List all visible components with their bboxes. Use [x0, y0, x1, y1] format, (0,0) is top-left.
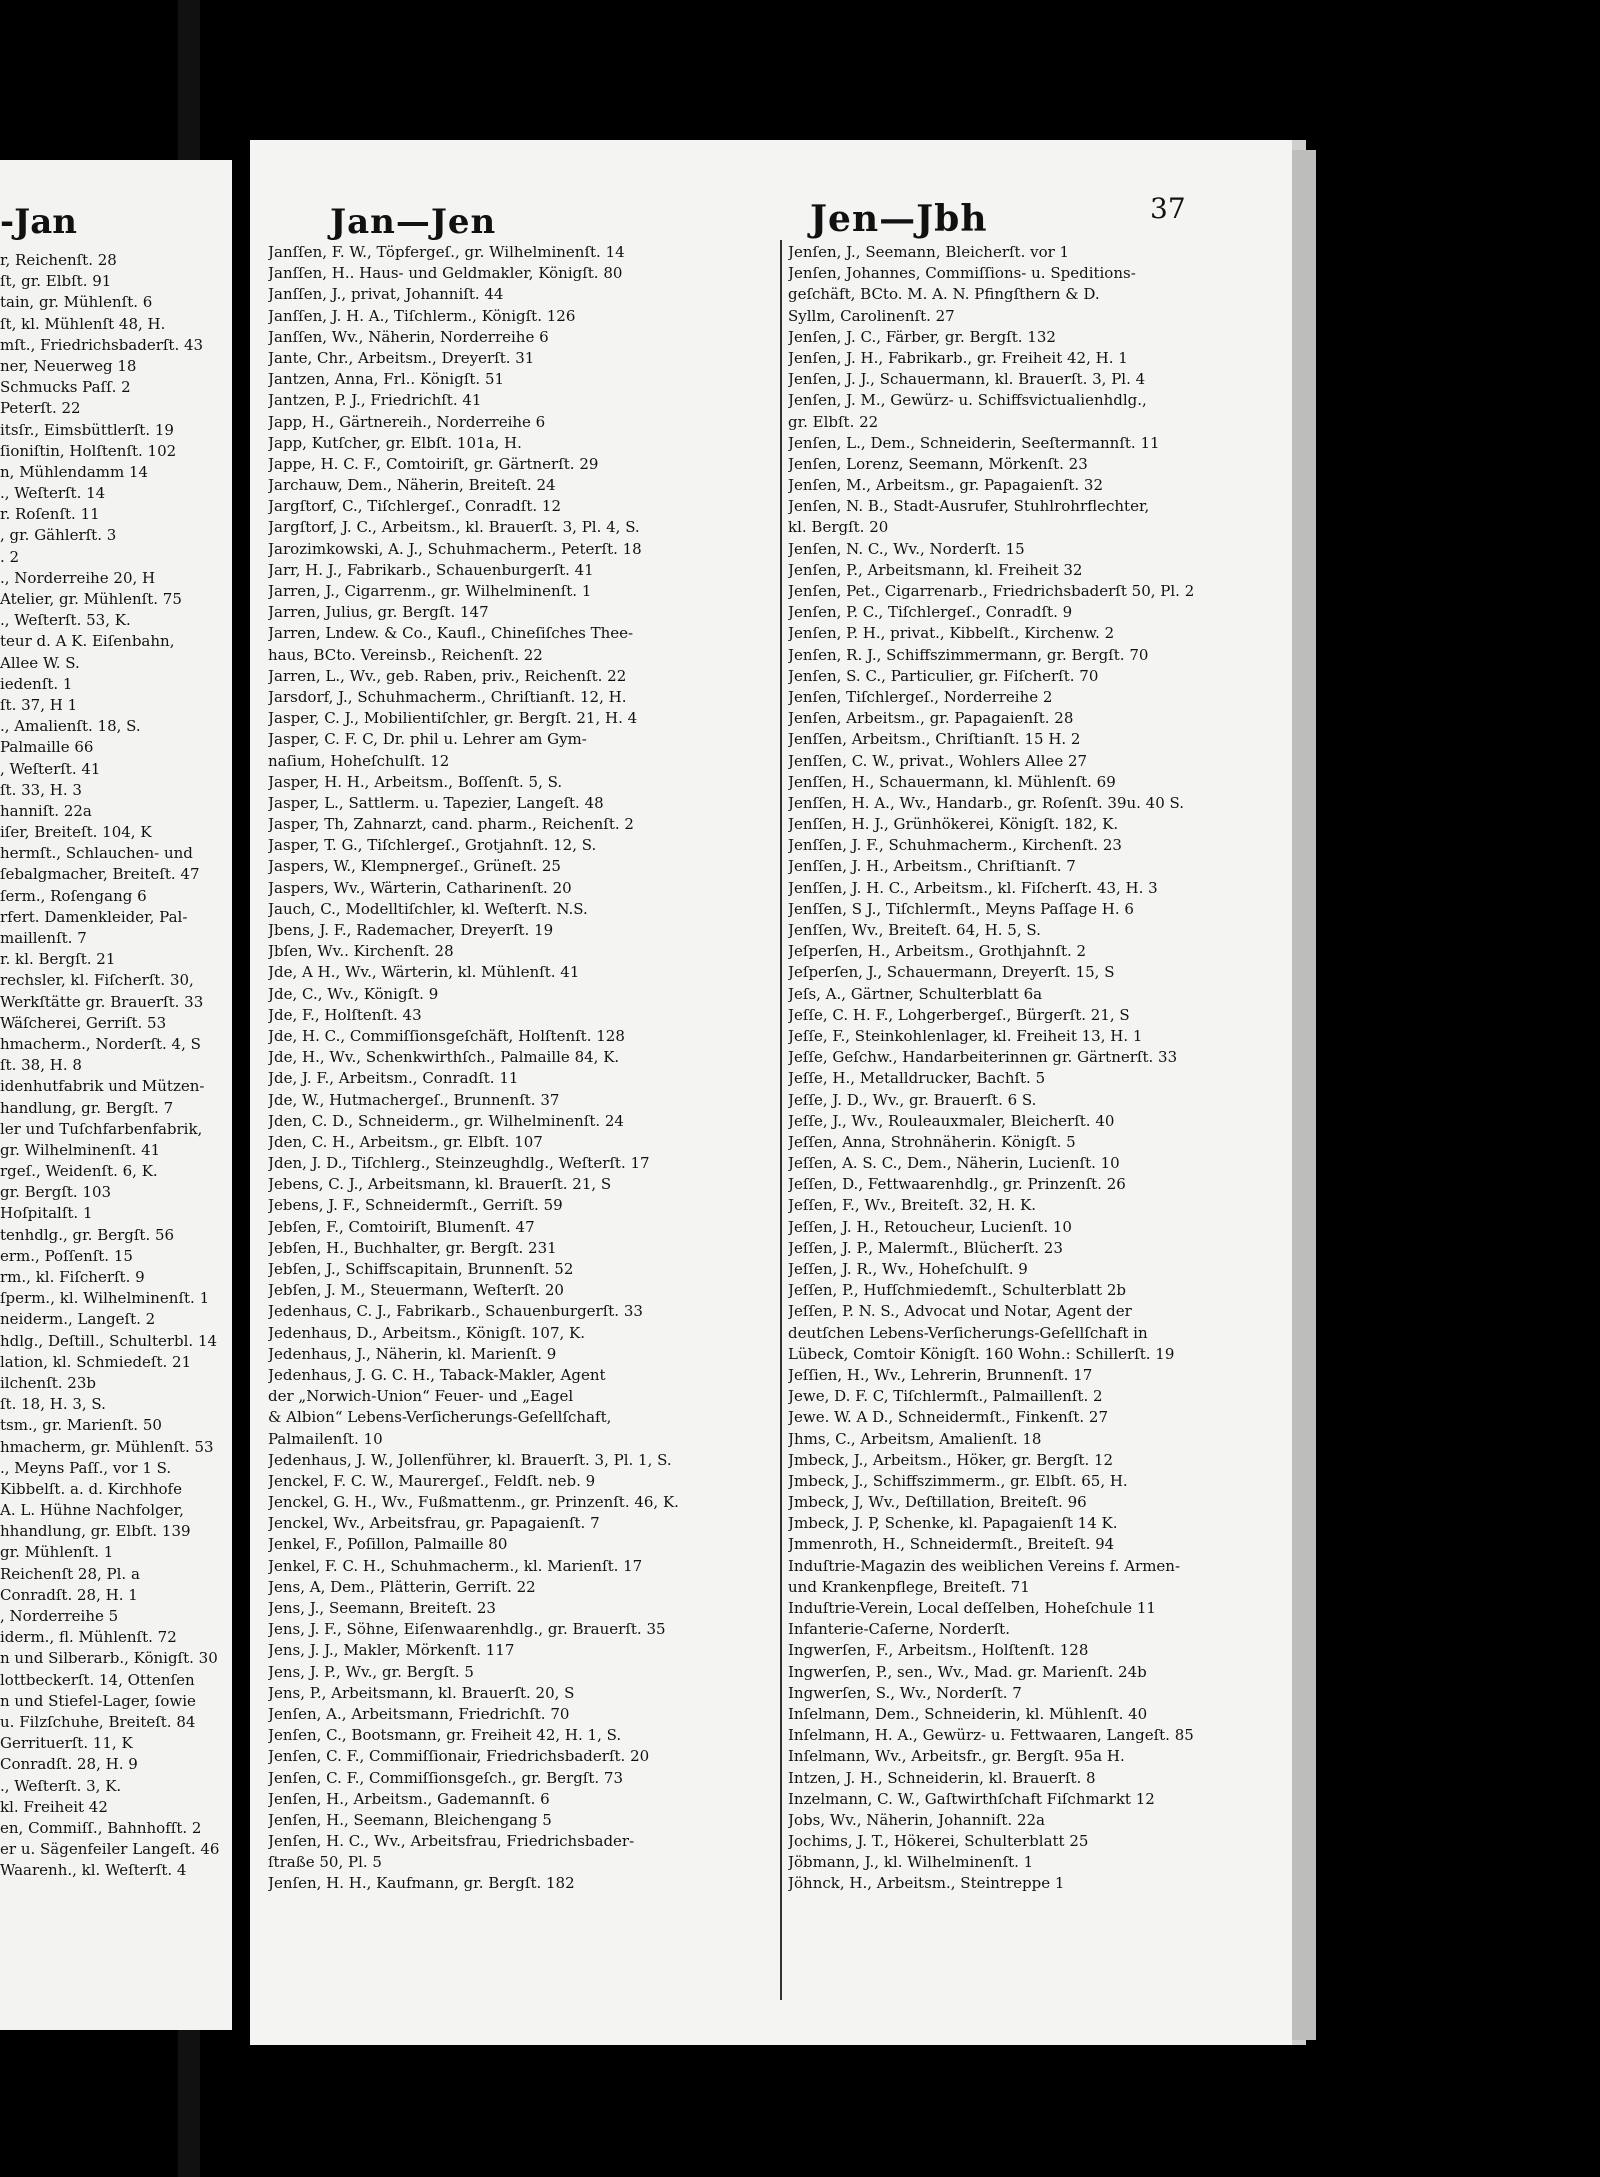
- directory-entry: haus, BCto. Vereinsb., Reichenſt. 22: [268, 645, 543, 664]
- directory-page: [250, 140, 1306, 2045]
- directory-entry: n, Mühlendamm 14: [0, 462, 149, 481]
- directory-entry: u. Filzſchuhe, Breiteſt. 84: [0, 1712, 196, 1731]
- directory-entry: Janſſen, Wv., Näherin, Norderreihe 6: [268, 327, 549, 346]
- directory-entry: handlung, gr. Bergſt. 7: [0, 1098, 174, 1117]
- directory-entry: Jasper, Th, Zahnarzt, cand. pharm., Reichenſt. 2: [268, 815, 634, 834]
- directory-entry: Jenſen, N. B., Stadt-Ausrufer, Stuhlrohrflechter,: [788, 497, 1150, 516]
- directory-entry: Jenckel, G. H., Wv., Fußmattenm., gr. Prinzenſt. 46, K.: [268, 1493, 679, 1512]
- directory-entry: Jde, C., Wv., Königſt. 9: [268, 984, 439, 1003]
- directory-entry: ſperm., kl. Wilhelminenſt. 1: [0, 1289, 210, 1308]
- directory-entry: Jeſs, A., Gärtner, Schulterblatt 6a: [788, 984, 1043, 1003]
- directory-entry: Jenſen, J. C., Färber, gr. Bergſt. 132: [788, 327, 1056, 346]
- directory-entry: Jmbeck, J., Schiffszimmerm., gr. Elbſt. 65, H.: [788, 1471, 1128, 1490]
- page-number: 37: [1150, 192, 1186, 225]
- directory-entry: deutſchen Lebens-Verſicherungs-Geſellſchaft in: [788, 1323, 1148, 1342]
- directory-entry: rm., kl. Fiſcherſt. 9: [0, 1268, 145, 1286]
- directory-entry: hmacherm, gr. Mühlenſt. 53: [0, 1437, 214, 1456]
- directory-entry: Palmaille 66: [0, 738, 94, 757]
- left-page-fragment: [0, 160, 232, 2030]
- directory-entry: Jargſtorf, C., Tiſchlergeſ., Conradſt. 12: [268, 497, 561, 516]
- directory-entry: Jarren, Lndew. & Co., Kaufl., Chineſiſches Thee-: [268, 624, 634, 643]
- directory-entry: Jebſen, F., Comtoiriſt, Blumenſt. 47: [268, 1217, 535, 1236]
- directory-entry: Jenſſen, Arbeitsm., Chriſtianſt. 15 H. 2: [788, 730, 1081, 749]
- directory-entry: gr. Elbſt. 22: [788, 412, 879, 431]
- directory-entry: Jenckel, F. C. W., Maurergeſ., Feldſt. neb. 9: [268, 1471, 596, 1490]
- directory-entry: Jenſen, R. J., Schiffszimmermann, gr. Bergſt. 70: [788, 645, 1149, 664]
- directory-entry: Jenſſen, H., Schauermann, kl. Mühlenſt. 69: [788, 772, 1116, 791]
- directory-entry: Jmbeck, J, Wv., Deſtillation, Breiteſt. 96: [788, 1493, 1087, 1512]
- directory-entry: hdlg., Deſtill., Schulterbl. 14: [0, 1331, 218, 1350]
- directory-entry: n und Stiefel-Lager, ſowie: [0, 1691, 196, 1710]
- directory-entry: Jde, A H., Wv., Wärterin, kl. Mühlenſt. 41: [268, 963, 580, 982]
- directory-entry: Jeſſe, J. D., Wv., gr. Brauerſt. 6 S.: [788, 1090, 1037, 1109]
- directory-entry: tain, gr. Mühlenſt. 6: [0, 293, 153, 312]
- directory-entry: gr. Mühlenſt. 1: [0, 1543, 114, 1562]
- directory-entry: Jedenhaus, J. W., Jollenführer, kl. Brauerſt. 3, Pl. 1, S.: [268, 1450, 672, 1469]
- directory-entry: Jenſen, Lorenz, Seemann, Mörkenſt. 23: [788, 454, 1088, 473]
- directory-entry: iedenſt. 1: [0, 674, 73, 693]
- directory-entry: ., Meyns Paſſ., vor 1 S.: [0, 1458, 172, 1477]
- directory-entry: lation, kl. Schmiedeſt. 21: [0, 1352, 192, 1371]
- directory-entry: Jden, C. H., Arbeitsm., gr. Elbſt. 107: [268, 1132, 543, 1151]
- directory-entry: Intzen, J. H., Schneiderin, kl. Brauerſt. 8: [788, 1768, 1096, 1787]
- directory-entry: Jedenhaus, D., Arbeitsm., Königſt. 107, K.: [268, 1323, 586, 1342]
- directory-entry: hhandlung, gr. Elbſt. 139: [0, 1522, 191, 1541]
- directory-entry: Jedenhaus, J., Näherin, kl. Marienſt. 9: [268, 1344, 557, 1363]
- directory-entry: geſchäft, BCto. M. A. N. Pfingſthern & D.: [788, 285, 1100, 304]
- directory-entry: Janſſen, F. W., Töpfergeſ., gr. Wilhelminenſt. 14: [268, 243, 625, 261]
- directory-entry: Jenſen, C., Bootsmann, gr. Freiheit 42, H. 1, S.: [268, 1726, 622, 1745]
- directory-entry: Induſtrie-Magazin des weiblichen Vereins f. Armen-: [788, 1556, 1181, 1575]
- directory-entry: Jenſen, H. H., Kaufmann, gr. Bergſt. 182: [268, 1874, 575, 1893]
- directory-entry: Jantzen, Anna, Frl.. Königſt. 51: [268, 370, 505, 389]
- directory-entry: Jeſſien, H., Wv., Lehrerin, Brunnenſt. 17: [788, 1365, 1093, 1384]
- page-header-right: Jen—Jbh: [810, 198, 988, 240]
- directory-entry: ner, Neuerweg 18: [0, 356, 137, 375]
- directory-entry: Jeſſe, H., Metalldrucker, Bachſt. 5: [788, 1069, 1046, 1088]
- directory-entry: gr. Bergſt. 103: [0, 1183, 112, 1202]
- directory-entry: Jenſſen, J. F., Schuhmacherm., Kirchenſt. 23: [788, 836, 1122, 855]
- directory-entry: Jenkel, F. C. H., Schuhmacherm., kl. Marienſt. 17: [268, 1556, 643, 1575]
- column-divider: [780, 240, 782, 2000]
- directory-entry: gr. Wilhelminenſt. 41: [0, 1140, 161, 1159]
- directory-entry: iderm., fl. Mühlenſt. 72: [0, 1628, 177, 1647]
- directory-entry: maillenſt. 7: [0, 929, 87, 947]
- directory-entry: Jenſen, J. J., Schauermann, kl. Brauerſt. 3, Pl. 4: [788, 370, 1146, 389]
- directory-entry: Jde, H., Wv., Schenkwirthſch., Palmaille 84, K.: [268, 1048, 620, 1067]
- directory-entry: Jbens, J. F., Rademacher, Dreyerſt. 19: [268, 921, 554, 939]
- directory-entry: Ingwerſen, F., Arbeitsm., Holſtenſt. 128: [788, 1641, 1089, 1660]
- left-page-header: -Jan: [0, 202, 77, 242]
- directory-entry: Conradſt. 28, H. 9: [0, 1755, 138, 1774]
- directory-entry: Inſelmann, H. A., Gewürz- u. Fettwaaren, Langeſt. 85: [788, 1726, 1194, 1745]
- directory-entry: ſt. 18, H. 3, S.: [0, 1395, 106, 1414]
- directory-entry: Conradſt. 28, H. 1: [0, 1585, 138, 1604]
- directory-entry: Jargſtorf, J. C., Arbeitsm., kl. Brauerſt. 3, Pl. 4, S.: [268, 518, 640, 537]
- directory-entry: Jasper, T. G., Tiſchlergeſ., Grotjahnſt. 12, S.: [268, 836, 597, 855]
- directory-entry: Japp, H., Gärtnereih., Norderreihe 6: [268, 412, 546, 431]
- directory-entry: kl. Bergſt. 20: [788, 518, 889, 537]
- directory-entry: und Krankenpflege, Breiteſt. 71: [788, 1577, 1030, 1596]
- directory-entry: Jenſen, H., Arbeitsm., Gademannſt. 6: [268, 1789, 550, 1808]
- directory-entry: Inſelmann, Wv., Arbeitsfr., gr. Bergſt. 95a H.: [788, 1747, 1125, 1766]
- page-header-center: Jan—Jen: [330, 202, 497, 242]
- directory-entry: Jden, C. D., Schneiderm., gr. Wilhelminenſt. 24: [268, 1111, 624, 1130]
- directory-entry: der „Norwich-Union“ Feuer- und „Eagel: [268, 1387, 574, 1406]
- directory-entry: Jasper, C. F. C, Dr. phil u. Lehrer am Gym-: [268, 730, 587, 749]
- directory-entry: Jasper, H. H., Arbeitsm., Boſſenſt. 5, S.: [268, 772, 563, 791]
- directory-entry: rechsler, kl. Fiſcherſt. 30,: [0, 971, 194, 990]
- directory-entry: lottbeckerſt. 14, Ottenſen: [0, 1670, 195, 1689]
- directory-entry: Jarozimkowski, A. J., Schuhmacherm., Peterſt. 18: [268, 539, 642, 558]
- directory-entry: Jenſen, C. F., Commiſſionair, Friedrichsbaderſt. 20: [268, 1747, 650, 1766]
- directory-entry: Jöhnck, H., Arbeitsm., Steintreppe 1: [788, 1874, 1065, 1893]
- directory-entry: Jeſſe, F., Steinkohlenlager, kl. Freiheit 13, H. 1: [788, 1026, 1143, 1045]
- directory-entry: Jenſen, A., Arbeitsmann, Friedrichſt. 70: [268, 1704, 570, 1723]
- directory-entry: ſebalgmacher, Breiteſt. 47: [0, 865, 200, 884]
- directory-entry: Jarren, L., Wv., geb. Raben, priv., Reichenſt. 22: [268, 666, 627, 685]
- directory-entry: tsm., gr. Marienſt. 50: [0, 1416, 162, 1435]
- directory-entry: r. kl. Bergſt. 21: [0, 950, 116, 969]
- directory-entry: Syllm, Carolinenſt. 27: [788, 306, 955, 325]
- directory-entry: Jenſen, Arbeitsm., gr. Papagaienſt. 28: [788, 709, 1074, 728]
- left-fragment-column: [0, 250, 232, 1881]
- directory-entry: Inſelmann, Dem., Schneiderin, kl. Mühlenſt. 40: [788, 1704, 1148, 1723]
- directory-entry: Jenſſen, H. A., Wv., Handarb., gr. Roſenſt. 39u. 40 S.: [788, 793, 1185, 812]
- directory-entry: ſerm., Roſengang 6: [0, 886, 147, 905]
- directory-entry: naſium, Hoheſchulſt. 12: [268, 751, 450, 770]
- directory-entry: kl. Freiheit 42: [0, 1797, 108, 1816]
- directory-entry: Jeſſen, D., Fettwaarenhdlg., gr. Prinzenſt. 26: [788, 1175, 1126, 1194]
- directory-entry: Jenſſen, S J., Tiſchlermſt., Meyns Paſſage H. 6: [788, 899, 1134, 918]
- directory-entry: ., Weſterſt. 3, K.: [0, 1776, 122, 1795]
- directory-entry: Jens, J. F., Söhne, Eiſenwaarenhdlg., gr. Brauerſt. 35: [268, 1620, 666, 1639]
- directory-entry: Jde, W., Hutmachergeſ., Brunnenſt. 37: [268, 1090, 560, 1109]
- directory-entry: ſt, gr. Elbſt. 91: [0, 272, 112, 291]
- directory-entry: Jaspers, W., Klempnergeſ., Grüneſt. 25: [268, 857, 561, 876]
- directory-entry: Ingwerſen, P., sen., Wv., Mad. gr. Marienſt. 24b: [788, 1662, 1147, 1681]
- directory-entry: Jöbmann, J., kl. Wilhelminenſt. 1: [788, 1853, 1034, 1872]
- directory-entry: Jante, Chr., Arbeitsm., Dreyerſt. 31: [268, 348, 535, 367]
- directory-entry: en, Commiſſ., Bahnhofſt. 2: [0, 1818, 202, 1837]
- directory-entry: Jenſen, J. M., Gewürz- u. Schiffsvictualienhdlg.,: [788, 391, 1147, 410]
- directory-entry: ſt, kl. Mühlenſt 48, H.: [0, 314, 166, 333]
- directory-entry: teur d. A K. Eiſenbahn,: [0, 632, 175, 651]
- directory-entry: Jenſſen, Wv., Breiteſt. 64, H. 5, S.: [788, 921, 1041, 939]
- directory-entry: , gr. Gählerſt. 3: [0, 526, 117, 545]
- directory-entry: Jde, J. F., Arbeitsm., Conradſt. 11: [268, 1069, 519, 1088]
- directory-entry: . 2: [0, 547, 20, 566]
- directory-entry: Jenſſen, J. H. C., Arbeitsm., kl. Fiſcherſt. 43, H. 3: [788, 878, 1158, 897]
- page-edge: [1292, 150, 1316, 2040]
- directory-entry: Jeſſen, P. N. S., Advocat und Notar, Agent der: [788, 1302, 1132, 1321]
- directory-entry: tenhdlg., gr. Bergſt. 56: [0, 1225, 175, 1244]
- directory-entry: Jauch, C., Modelltiſchler, kl. Weſterſt. N.S.: [268, 899, 588, 918]
- directory-entry: Peterſt. 22: [0, 399, 81, 418]
- directory-entry: Wäſcherei, Gerriſt. 53: [0, 1013, 167, 1032]
- directory-entry: r. Roſenſt. 11: [0, 505, 100, 524]
- directory-entry: mſt., Friedrichsbaderſt. 43: [0, 335, 204, 354]
- directory-entry: Jarchauw, Dem., Näherin, Breiteſt. 24: [268, 476, 556, 495]
- directory-entry: ſtraße 50, Pl. 5: [268, 1853, 382, 1872]
- directory-entry: ſt. 33, H. 3: [0, 780, 82, 799]
- directory-entry: iſer, Breiteſt. 104, K: [0, 823, 152, 842]
- directory-entry: Inzelmann, C. W., Gaſtwirthſchaft Fiſchmarkt 12: [788, 1789, 1155, 1808]
- directory-entry: Japp, Kutſcher, gr. Elbſt. 101a, H.: [268, 433, 522, 452]
- directory-entry: Jden, J. D., Tiſchlerg., Steinzeughdlg., Weſterſt. 17: [268, 1154, 650, 1173]
- directory-entry: Jens, A, Dem., Plätterin, Gerriſt. 22: [268, 1577, 536, 1596]
- directory-entry: Jhms, C., Arbeitsm, Amalienſt. 18: [788, 1429, 1042, 1448]
- directory-entry: Jenſen, P. H., privat., Kibbelſt., Kirchenw. 2: [788, 624, 1115, 643]
- directory-entry: Jeſſe, Geſchw., Handarbeiterinnen gr. Gärtnerſt. 33: [788, 1048, 1178, 1067]
- directory-entry: Schmucks Paſſ. 2: [0, 378, 131, 397]
- directory-entry: neiderm., Langeſt. 2: [0, 1310, 156, 1329]
- directory-entry: Janſſen, J. H. A., Tiſchlerm., Königſt. 126: [268, 306, 576, 325]
- directory-entry: Jarsdorf, J., Schuhmacherm., Chriſtianſt. 12, H.: [268, 687, 627, 706]
- directory-entry: Jarren, J., Cigarrenm., gr. Wilhelminenſt. 1: [268, 582, 592, 600]
- directory-entry: Jeſſen, J. R., Wv., Hoheſchulſt. 9: [788, 1260, 1028, 1278]
- directory-entry: ilchenſt. 23b: [0, 1373, 96, 1392]
- directory-entry: Jenſen, J. H., Fabrikarb., gr. Freiheit 42, H. 1: [788, 348, 1128, 367]
- directory-entry: ſt. 38, H. 8: [0, 1056, 82, 1075]
- directory-entry: Jens, J., Seemann, Breiteſt. 23: [268, 1599, 496, 1617]
- directory-entry: Jeſperſen, H., Arbeitsm., Grothjahnſt. 2: [788, 942, 1087, 961]
- directory-entry: rfert. Damenkleider, Pal-: [0, 907, 188, 926]
- directory-entry: Jenſſen, C. W., privat., Wohlers Allee 27: [788, 751, 1088, 770]
- directory-entry: Jeſſen, J. H., Retoucheur, Lucienſt. 10: [788, 1217, 1072, 1236]
- directory-entry: ſt. 37, H 1: [0, 695, 78, 714]
- directory-entry: Jeſſe, J., Wv., Rouleauxmaler, Bleicherſt. 40: [788, 1111, 1115, 1130]
- directory-entry: er u. Sägenfeiler Langeſt. 46: [0, 1840, 220, 1859]
- directory-entry: itsſr., Eimsbüttlerſt. 19: [0, 420, 174, 439]
- directory-entry: Lübeck, Comtoir Königſt. 160 Wohn.: Schillerſt. 19: [788, 1344, 1175, 1363]
- directory-entry: hanniſt. 22a: [0, 801, 92, 820]
- directory-entry: Ingwerſen, S., Wv., Norderſt. 7: [788, 1683, 1022, 1702]
- directory-entry: Jeſſen, F., Wv., Breiteſt. 32, H. K.: [788, 1196, 1036, 1215]
- directory-column-1: [268, 242, 778, 1895]
- directory-entry: r, Reichenſt. 28: [0, 251, 117, 269]
- directory-entry: n und Silberarb., Königſt. 30: [0, 1649, 218, 1668]
- directory-entry: Jasper, L., Sattlerm. u. Tapezier, Langeſt. 48: [268, 793, 604, 812]
- directory-entry: Jappe, H. C. F., Comtoiriſt, gr. Gärtnerſt. 29: [268, 454, 599, 473]
- directory-entry: Infanterie-Caſerne, Norderſt.: [788, 1620, 1010, 1639]
- directory-entry: Jmbeck, J., Arbeitsm., Höker, gr. Bergſt. 12: [788, 1450, 1114, 1469]
- directory-entry: hermſt., Schlauchen- und: [0, 844, 193, 863]
- directory-entry: Jenſen, P., Arbeitsmann, kl. Freiheit 32: [788, 560, 1083, 579]
- directory-entry: Hoſpitalſt. 1: [0, 1204, 93, 1223]
- directory-entry: Jebſen, J., Schiffscapitain, Brunnenſt. 52: [268, 1260, 574, 1278]
- directory-entry: Jde, F., Holſtenſt. 43: [268, 1005, 422, 1024]
- directory-entry: ., Weſterſt. 53, K.: [0, 611, 131, 630]
- directory-entry: Gerrituerſt. 11, K: [0, 1734, 133, 1753]
- directory-entry: A. L. Hühne Nachfolger,: [0, 1501, 184, 1520]
- directory-entry: erm., Poſſenſt. 15: [0, 1246, 133, 1265]
- directory-entry: Jeſſen, Anna, Strohnäherin. Königſt. 5: [788, 1132, 1076, 1151]
- directory-entry: Jenſſen, H. J., Grünhökerei, Königſt. 182, K.: [788, 815, 1119, 834]
- directory-column-2: [788, 242, 1288, 1895]
- directory-entry: Jenſen, Johannes, Commiſſions- u. Speditions-: [788, 264, 1136, 283]
- directory-entry: Jedenhaus, C. J., Fabrikarb., Schauenburgerſt. 33: [268, 1302, 643, 1321]
- directory-entry: Jeſſen, J. P., Malermſt., Blücherſt. 23: [788, 1238, 1063, 1257]
- directory-entry: , Weſterſt. 41: [0, 759, 101, 778]
- directory-entry: Palmailenſt. 10: [268, 1429, 383, 1448]
- directory-entry: & Albion“ Lebens-Verſicherungs-Geſellſchaft,: [268, 1408, 612, 1427]
- directory-entry: Jenſen, N. C., Wv., Norderſt. 15: [788, 539, 1025, 558]
- directory-entry: Jantzen, P. J., Friedrichſt. 41: [268, 391, 482, 410]
- directory-entry: Jenſen, H., Seemann, Bleichengang 5: [268, 1810, 552, 1829]
- directory-entry: Jochims, J. T., Hökerei, Schulterblatt 25: [788, 1832, 1089, 1851]
- directory-entry: Jeſperſen, J., Schauermann, Dreyerſt. 15, S: [788, 963, 1115, 982]
- directory-entry: Kibbelſt. a. d. Kirchhofe: [0, 1479, 182, 1498]
- directory-entry: Jarr, H. J., Fabrikarb., Schauenburgerſt. 41: [268, 560, 594, 579]
- directory-entry: Jobs, Wv., Näherin, Johanniſt. 22a: [788, 1810, 1045, 1829]
- directory-entry: Jedenhaus, J. G. C. H., Taback-Makler, Agent: [268, 1365, 606, 1384]
- directory-entry: Jewe. W. A D., Schneidermſt., Finkenſt. 27: [788, 1408, 1108, 1427]
- directory-entry: Jenſen, Pet., Cigarrenarb., Friedrichsbaderſt 50, Pl. 2: [788, 582, 1195, 600]
- directory-entry: ., Norderreihe 20, H: [0, 568, 156, 587]
- directory-entry: ler und Tuſchfarbenfabrik,: [0, 1119, 203, 1138]
- directory-entry: Jmmenroth, H., Schneidermſt., Breiteſt. 94: [788, 1535, 1115, 1554]
- directory-entry: Reichenſt 28, Pl. a: [0, 1564, 140, 1583]
- directory-entry: Jeſſe, C. H. F., Lohgerbergeſ., Bürgerſt. 21, S: [788, 1005, 1130, 1024]
- directory-entry: Allee W. S.: [0, 653, 80, 672]
- directory-entry: Jenſen, Tiſchlergeſ., Norderreihe 2: [788, 687, 1053, 706]
- directory-entry: Jebſen, J. M., Steuermann, Weſterſt. 20: [268, 1281, 564, 1300]
- directory-entry: hmacherm., Norderſt. 4, S: [0, 1034, 201, 1053]
- directory-entry: Jenkel, F., Poſillon, Palmaille 80: [268, 1535, 508, 1554]
- directory-entry: Jde, H. C., Commiſſionsgeſchäft, Holſtenſt. 128: [268, 1026, 625, 1045]
- directory-entry: Jarren, Julius, gr. Bergſt. 147: [268, 603, 489, 622]
- directory-entry: Jebens, C. J., Arbeitsmann, kl. Brauerſt. 21, S: [268, 1175, 612, 1194]
- directory-entry: ., Weſterſt. 14: [0, 484, 106, 503]
- directory-entry: Jbſen, Wv.. Kirchenſt. 28: [268, 942, 454, 961]
- directory-entry: ſioniſtin, Holſtenſt. 102: [0, 441, 177, 460]
- directory-entry: Werkſtätte gr. Brauerſt. 33: [0, 992, 204, 1011]
- directory-entry: Janſſen, H.. Haus- und Geldmakler, Königſt. 80: [268, 264, 623, 283]
- directory-entry: Jenſen, C. F., Commiſſionsgeſch., gr. Bergſt. 73: [268, 1768, 624, 1787]
- directory-entry: Jenſen, H. C., Wv., Arbeitsfrau, Friedrichsbader-: [268, 1832, 635, 1851]
- directory-entry: Jewe, D. F. C, Tiſchlermſt., Palmaillenſt. 2: [788, 1387, 1103, 1406]
- directory-entry: Jenſen, J., Seemann, Bleicherſt. vor 1: [788, 243, 1070, 261]
- directory-entry: Jenſſen, J. H., Arbeitsm., Chriſtianſt. 7: [788, 857, 1076, 876]
- directory-entry: Jenſen, L., Dem., Schneiderin, Seeſtermannſt. 11: [788, 433, 1160, 452]
- directory-entry: Jebſen, H., Buchhalter, gr. Bergſt. 231: [268, 1238, 557, 1257]
- directory-entry: Induſtrie-Verein, Local deſſelben, Hoheſchule 11: [788, 1599, 1156, 1617]
- directory-entry: Jeſſen, P., Hufſchmiedemſt., Schulterblatt 2b: [788, 1281, 1126, 1300]
- directory-entry: Janſſen, J., privat, Johanniſt. 44: [268, 285, 504, 304]
- directory-entry: ., Amalienſt. 18, S.: [0, 717, 141, 736]
- directory-entry: Jebens, J. F., Schneidermſt., Gerriſt. 59: [268, 1196, 563, 1215]
- directory-entry: Waarenh., kl. Weſterſt. 4: [0, 1861, 187, 1880]
- directory-entry: Jeſſen, A. S. C., Dem., Näherin, Lucienſt. 10: [788, 1154, 1120, 1173]
- directory-entry: Jenckel, Wv., Arbeitsfrau, gr. Papagaienſt. 7: [268, 1514, 600, 1533]
- directory-entry: rgeſ., Weidenſt. 6, K.: [0, 1162, 158, 1181]
- directory-entry: Jenſen, S. C., Particulier, gr. Fiſcherſt. 70: [788, 666, 1099, 685]
- directory-entry: Atelier, gr. Mühlenſt. 75: [0, 590, 182, 608]
- directory-entry: Jaspers, Wv., Wärterin, Catharinenſt. 20: [268, 878, 572, 897]
- directory-entry: idenhutfabrik und Mützen-: [0, 1077, 205, 1096]
- directory-entry: Jenſen, P. C., Tiſchlergeſ., Conradſt. 9: [788, 603, 1073, 622]
- directory-entry: Jmbeck, J. P, Schenke, kl. Papagaienſt 14 K.: [788, 1514, 1118, 1533]
- directory-entry: , Norderreihe 5: [0, 1607, 119, 1625]
- directory-entry: Jens, J. P., Wv., gr. Bergſt. 5: [268, 1662, 474, 1681]
- directory-entry: Jasper, C. J., Mobilientiſchler, gr. Bergſt. 21, H. 4: [268, 709, 638, 728]
- directory-entry: Jenſen, M., Arbeitsm., gr. Papagaienſt. 32: [788, 476, 1104, 495]
- directory-entry: Jens, P., Arbeitsmann, kl. Brauerſt. 20, S: [268, 1683, 575, 1702]
- directory-entry: Jens, J. J., Makler, Mörkenſt. 117: [268, 1641, 515, 1660]
